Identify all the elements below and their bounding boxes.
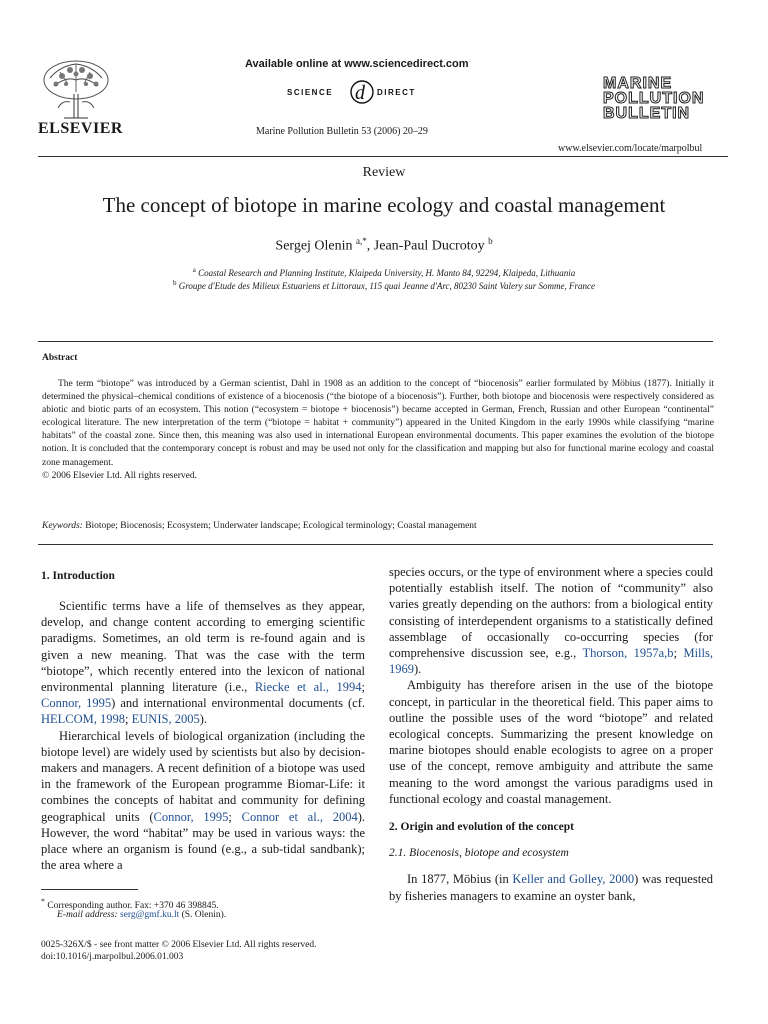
reference-link[interactable]: Mills, 1969: [389, 646, 713, 677]
affiliation-marker: a: [192, 266, 196, 274]
author-list: [0, 236, 768, 255]
abstract-top-divider: [38, 341, 713, 342]
paragraph-text: ).: [199, 712, 207, 727]
section-heading-origin: 2. Origin and evolution of the concept: [389, 821, 574, 834]
email-label: E-mail address:: [57, 910, 118, 920]
paragraph-text: In 1877, Möbius (in: [407, 872, 513, 887]
column-right: [389, 564, 713, 904]
sciencedirect-left-word: SCIENCE: [287, 88, 334, 97]
paragraph-text: ;: [125, 712, 132, 727]
header-divider: [38, 156, 728, 157]
paragraph-text: Scientific terms have a life of themselves as they appear, develop, and change content according to emerging scientific paradigms. Sometimes, an old term is re-found again and is given a new meaning. That was the case with the term “biotope”, which recently entered into the lexicon of national environmental planning literature (i.e.,: [41, 599, 365, 695]
paragraph: [389, 564, 713, 677]
abstract-heading: Abstract: [42, 353, 78, 363]
paragraph-text: ;: [361, 680, 365, 695]
author-separator: ,: [366, 238, 374, 254]
journal-logo-line: BULLETIN: [603, 105, 691, 122]
journal-citation: Marine Pollution Bulletin 53 (2006) 20–29: [256, 126, 428, 137]
article-title: The concept of biotope in marine ecology and coastal management: [102, 193, 666, 217]
affiliation-marker: b: [173, 279, 177, 287]
paragraph: [41, 728, 365, 874]
reference-link[interactable]: HELCOM, 1998: [41, 712, 126, 727]
keywords-label: Keywords:: [42, 521, 83, 531]
sciencedirect-logo: [283, 75, 443, 109]
footnote-marker: *: [41, 897, 45, 906]
publisher-name: ELSEVIER: [38, 120, 123, 137]
subsection-heading: 2.1. Biocenosis, biotope and ecosystem: [389, 847, 569, 860]
article-type: Review: [362, 165, 406, 180]
paragraph: [41, 598, 365, 728]
author-affiliation-marker[interactable]: a,*: [356, 236, 367, 246]
reference-link[interactable]: Connor, 1995: [41, 696, 112, 711]
author-affiliation-marker[interactable]: b: [488, 236, 493, 246]
section-heading-introduction: 1. Introduction: [41, 570, 115, 582]
reference-link[interactable]: Connor, 1995: [153, 809, 229, 824]
abstract-copyright: © 2006 Elsevier Ltd. All rights reserved.: [42, 470, 197, 481]
footnote-text: Corresponding author. Fax: +370 46 398845.: [47, 901, 219, 912]
abstract-text: The term “biotope” was introduced by a German scientist, Dahl in 1908 as an addition to the concept of “biocenosis” earlier formulated by Möbius (1877). Initially it determined the physical–chemical conditions of existence of a biocenosis (“the biotope of a biocenosis”). Further, both biotope and biocenosis were respectively considered as abiotic and biotic parts of an ecosystem. This notion (“ecosystem = biotope + biocenosis”) became accepted in German, French, Russian and other European “continental” ecological literature. The new interpretation of the term (“biotope = habitat + community”) appeared in the United Kingdom in the early 1990s while classifying “marine habitats” of the coastal zone. Since then, this meaning was also used in international European environmental documents. This paper examines the evolution of the biotope notion. It is concluded that the contemporary concept is robust and may be used not only for the classification and mapping but also for functional marine ecology and coastal zone management.: [42, 379, 714, 468]
keywords-list: Biotope; Biocenosis; Ecosystem; Underwater landscape; Ecological terminology; Coastal management: [85, 521, 477, 531]
elsevier-tree-logo: [40, 58, 112, 120]
reference-link[interactable]: Riecke et al., 1994: [254, 680, 362, 695]
sciencedirect-right-word: DIRECT: [377, 88, 416, 97]
paragraph: [389, 871, 713, 903]
paragraph-text: ) and international environmental documents (cf.: [111, 696, 365, 711]
journal-logo-line: MARINE: [603, 75, 673, 92]
paragraph-text: species occurs, or the type of environment where a species could potentially establish itself. The notion of “community” also varies greatly depending on the authors: from a biological entity consisting of interdependent organisms to a statistically defined assemblage of occasionally co-occurring species (for comprehensive discussion see, e.g.,: [389, 565, 713, 661]
affiliation-text: Groupe d'Etude des Milieux Estuariens et Littoraux, 115 quai Jeanne d'Arc, 80230 Saint Valery sur Somme, France: [178, 281, 595, 291]
paragraph-text: Hierarchical levels of biological organization (including the biotope level) are widely used by scientists but also by decision-makers and managers. A recent definition of a biotope was used in the framework of the European programme Biomar-Life: it combines the concepts of habitat and community for defining geographical units (: [41, 728, 365, 824]
available-online-text: Available online at www.sciencedirect.com: [245, 58, 469, 70]
email-tail: (S. Olenin).: [181, 910, 227, 920]
affiliation-text: Coastal Research and Planning Institute, Klaipeda University, H. Manto 84, 92294, Klaipeda, Lithuania: [198, 268, 576, 278]
journal-logo-line: POLLUTION: [603, 90, 705, 107]
sciencedirect-emblem-icon: [351, 81, 373, 104]
footnote-divider: [41, 889, 138, 890]
paragraph: Ambiguity has therefore arisen in the use of the biotope concept, in particular in the theoretical field. This paper aims to outline the possible uses of the word “biotope” and related ecological concepts. Summarizing the present knowledge on marine biotopes should enable ecologists to agree on a proper use of the concept, remove ambiguity and attribute the same meaning to the word amongst the various paradigms used in functional ecology and coastal management.: [389, 678, 713, 806]
doi-line[interactable]: doi:10.1016/j.marpolbul.2006.01.003: [41, 952, 184, 962]
reference-link[interactable]: Keller and Golley, 2000: [512, 872, 635, 887]
column-left: [41, 596, 365, 873]
keywords: [42, 521, 477, 531]
affiliation-b: [0, 279, 768, 291]
abstract-body: [42, 378, 714, 483]
reference-link[interactable]: Thorson, 1957a,b: [582, 646, 674, 661]
author-name[interactable]: Sergej Olenin: [275, 238, 353, 254]
paragraph-text: ;: [673, 646, 684, 661]
paragraph-text: ;: [228, 809, 242, 824]
journal-logo: [603, 76, 704, 121]
reference-link[interactable]: Connor et al., 2004: [241, 809, 358, 824]
footnote-email: [57, 909, 226, 922]
email-link[interactable]: serg@gmf.ku.lt: [119, 910, 180, 920]
author-name[interactable]: Jean-Paul Ducrotoy: [373, 238, 485, 254]
paragraph-text: ).: [414, 662, 422, 677]
journal-url-link[interactable]: www.elsevier.com/locate/marpolbul: [558, 143, 703, 154]
paragraph-text: ). However, the word “habitat” may be used in various ways: the place where an organism is found (e.g., a sub-tidal sandbank); the area where a: [41, 809, 366, 873]
affiliation-a: [0, 266, 768, 278]
reference-link[interactable]: EUNIS, 2005: [131, 712, 200, 727]
abstract-bottom-divider: [38, 544, 713, 545]
svg-text:d: d: [355, 82, 365, 104]
issn-line: 0025-326X/$ - see front matter © 2006 Elsevier Ltd. All rights reserved.: [41, 940, 317, 950]
paragraph-text: ) was requested by fisheries managers to examine an oyster bank,: [389, 872, 713, 903]
